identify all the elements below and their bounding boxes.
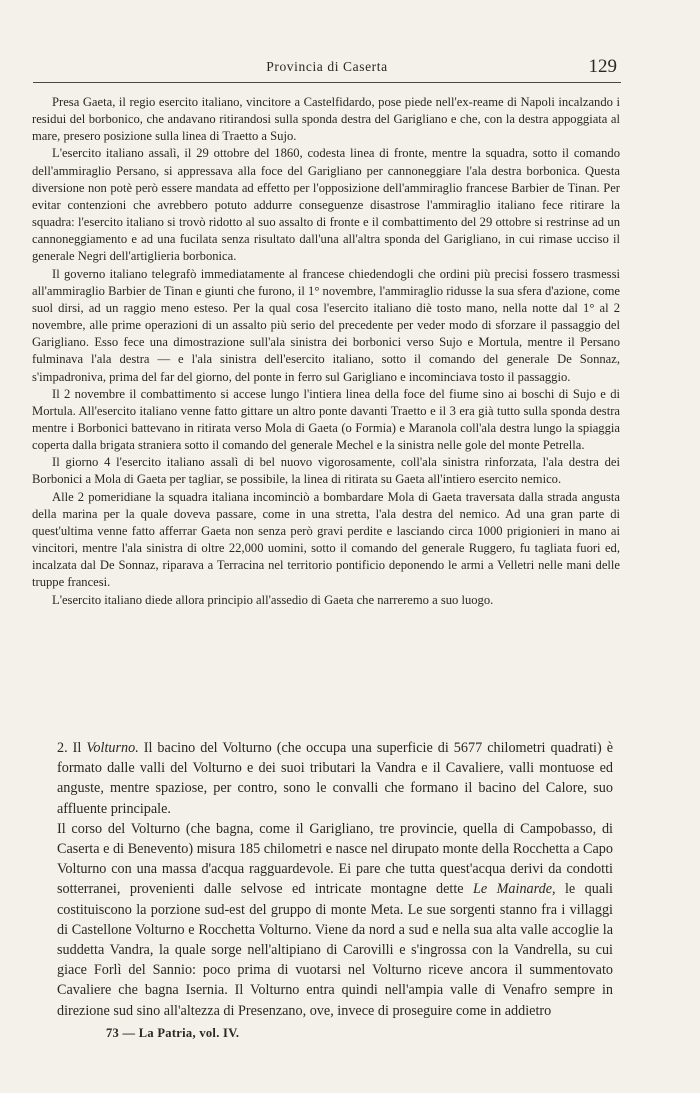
paragraph: Presa Gaeta, il regio esercito italiano, vincitore a Castelfidardo, pose piede nell'ex-reame di Napoli incalzando i residui del borbonico, che andavano ritirandosi sulla sponda destra del Garigliano e che, con la destra appoggiata al mare, presero posizione sulla linea di Traetto a Sujo.: [32, 95, 620, 144]
section-title: Volturno.: [86, 740, 139, 756]
small-print-text-block: [32, 94, 620, 609]
paragraph: L'esercito italiano assalì, il 29 ottobre del 1860, codesta linea di fronte, mentre la squadra, sotto il comando dell'ammiraglio Persano, si appressava alla foce del Garigliano per cannoneggiare l'ala destra borbonica. Questa diversione non potè però essere mandata ad effetto per l'opposizione dell'ammiraglio francese Barbier de Tinan. Per evitar contenzioni che avrebbero potuto addurre conseguenze disastrose l'ammiraglio italiano fece ritirare la squadra: l'esercito italiano si trovò ridotto al suo assalto di fronte e il combattimento del 29 ottobre si restrinse ad un cannoneggiamento e ad una fucilata senza risultato dall'una all'altra sponda del Garigliano, in cui rimase ucciso il generale Negri dell'artiglieria borbonica.: [32, 146, 620, 264]
paragraph: Il governo italiano telegrafò immediatamente al francese chiedendogli che ordini più precisi fossero trasmessi all'ammiraglio Barbier de Tinan e giunti che furono, il 1° novembre, l'ammiraglio ridusse la sua sfera d'azione, come suol dirsi, ad un raggio meno esteso. Per la qual cosa l'esercito italiano diè tosto mano, nella notte dal 1° al 2 novembre, alle prime operazioni di un assalto più serio del precedente per veder modo di sforzare il passaggio del Garigliano. Esso fece una dimostrazione sull'ala sinistra dei borbonici verso Sujo e Mortula, mentre il Persano fulminava l'ala destra — e l'ala sinistra dell'esercito italiano, sotto il comando del generale De Sonnaz, s'impadroniva, prima del far del giorno, del ponte in ferro sul Garigliano e incominciava tosto il passaggio.: [32, 266, 620, 384]
paragraph: Il 2 novembre il combattimento si accese lungo l'intiera linea della foce del fiume sino ai boschi di Sujo e di Mortula. All'esercito italiano venne fatto gittare un altro ponte davanti Traetto e il 3 era già tutto sulla sponda destra mentre i Borbonici battevano in ritirata verso Mola di Gaeta (o Formia) e Maranola coll'ala destra lungo la spiaggia coperta dalla brigata straniera sotto il comando del generale Mechel e la sinistra nelle gole del monte Petrella.: [32, 386, 620, 453]
running-header: [33, 56, 621, 83]
section-paragraph-text: Il bacino del Volturno (che occupa una superficie di 5677 chilometri quadrati) è formato dalle valli del Volturno e dei suoi tributari la Vandra e il Cavaliere, valli montuose ed anguste, mentre spaziose, per contro, sono le convalli che formano il bacino del Calore, suo affluente principale.: [57, 740, 614, 817]
paragraph: Il giorno 4 l'esercito italiano assalì di bel nuovo vigorosamente, coll'ala sinistra rinforzata, l'ala destra dei Borbonici a Mola di Gaeta per tagliar, se possibile, la linea di ritirata su Gaeta all'intiero esercito nemico.: [32, 455, 620, 487]
paragraph: L'esercito italiano diede allora principio all'assedio di Gaeta che narreremo a suo luogo.: [52, 592, 494, 607]
signature-mark: 73 — La Patria, vol. IV.: [106, 1026, 240, 1040]
running-title: Provincia di Caserta: [266, 59, 388, 74]
section-number: 2. Il: [57, 740, 82, 756]
page-number: 129: [588, 56, 617, 77]
section-text-block: [57, 738, 613, 1021]
section-paragraph-text: Il corso del Volturno (che bagna, come il Garigliano, tre provincie, quella di Campobasso, di Caserta e di Benevento) misura 185 chilometri e nasce nel dirupato monte della Rocchetta a Capo Volturno con una massa d'acqua ragguardevole. Ei pare che tutta quest'acqua derivi da condotti sotterranei, provenienti dalle selvose ed intricate montagne dette: [57, 820, 613, 898]
italic-place-name: Le Mainarde,: [473, 881, 556, 898]
section-first-paragraph: [57, 738, 613, 819]
paragraph: Alle 2 pomeridiane la squadra italiana incominciò a bombardare Mola di Gaeta traversata dalla strada angusta della marina per la quale doveva passare, come in una stretta, l'ala destra del nemico. Ad una gran parte di quest'ultima venne fatto afferrar Gaeta non senza però gravi perdite e lasciando circa 1000 prigionieri in mano ai vincitori, mentre l'ala sinistra di oltre 22,000 uomini, sotto il comando del generale Ruggero, fu tagliata fuori ed, incalzata dal De Sonnaz, riparava a Terracina nel territorio pontificio deponendo le armi a Velletri nelle mani delle truppe francesi.: [32, 489, 620, 590]
section-second-paragraph: [57, 819, 613, 1021]
section-paragraph-text: le quali costituiscono la porzione sud-est del gruppo di monte Meta. Le sue sorgenti stanno fra i villaggi di Castellone Volturno e Rocchetta Volturno. Viene da nord a sud e nella sua alta valle accoglie la suddetta Vandra, la quale sorge nell'altipiano di Carovilli e s'ingrossa con la Vandrella, su cui giace Forlì del Sannio: poco prima di vuotarsi nel Volturno riceve ancora il summentovato Cavaliere che bagna Isernia. Il Volturno entra quindi nell'ampia valle di Venafro sempre in direzione sud sino all'altezza di Presenzano, ove, invece di proseguire come in addietro: [57, 881, 613, 1019]
